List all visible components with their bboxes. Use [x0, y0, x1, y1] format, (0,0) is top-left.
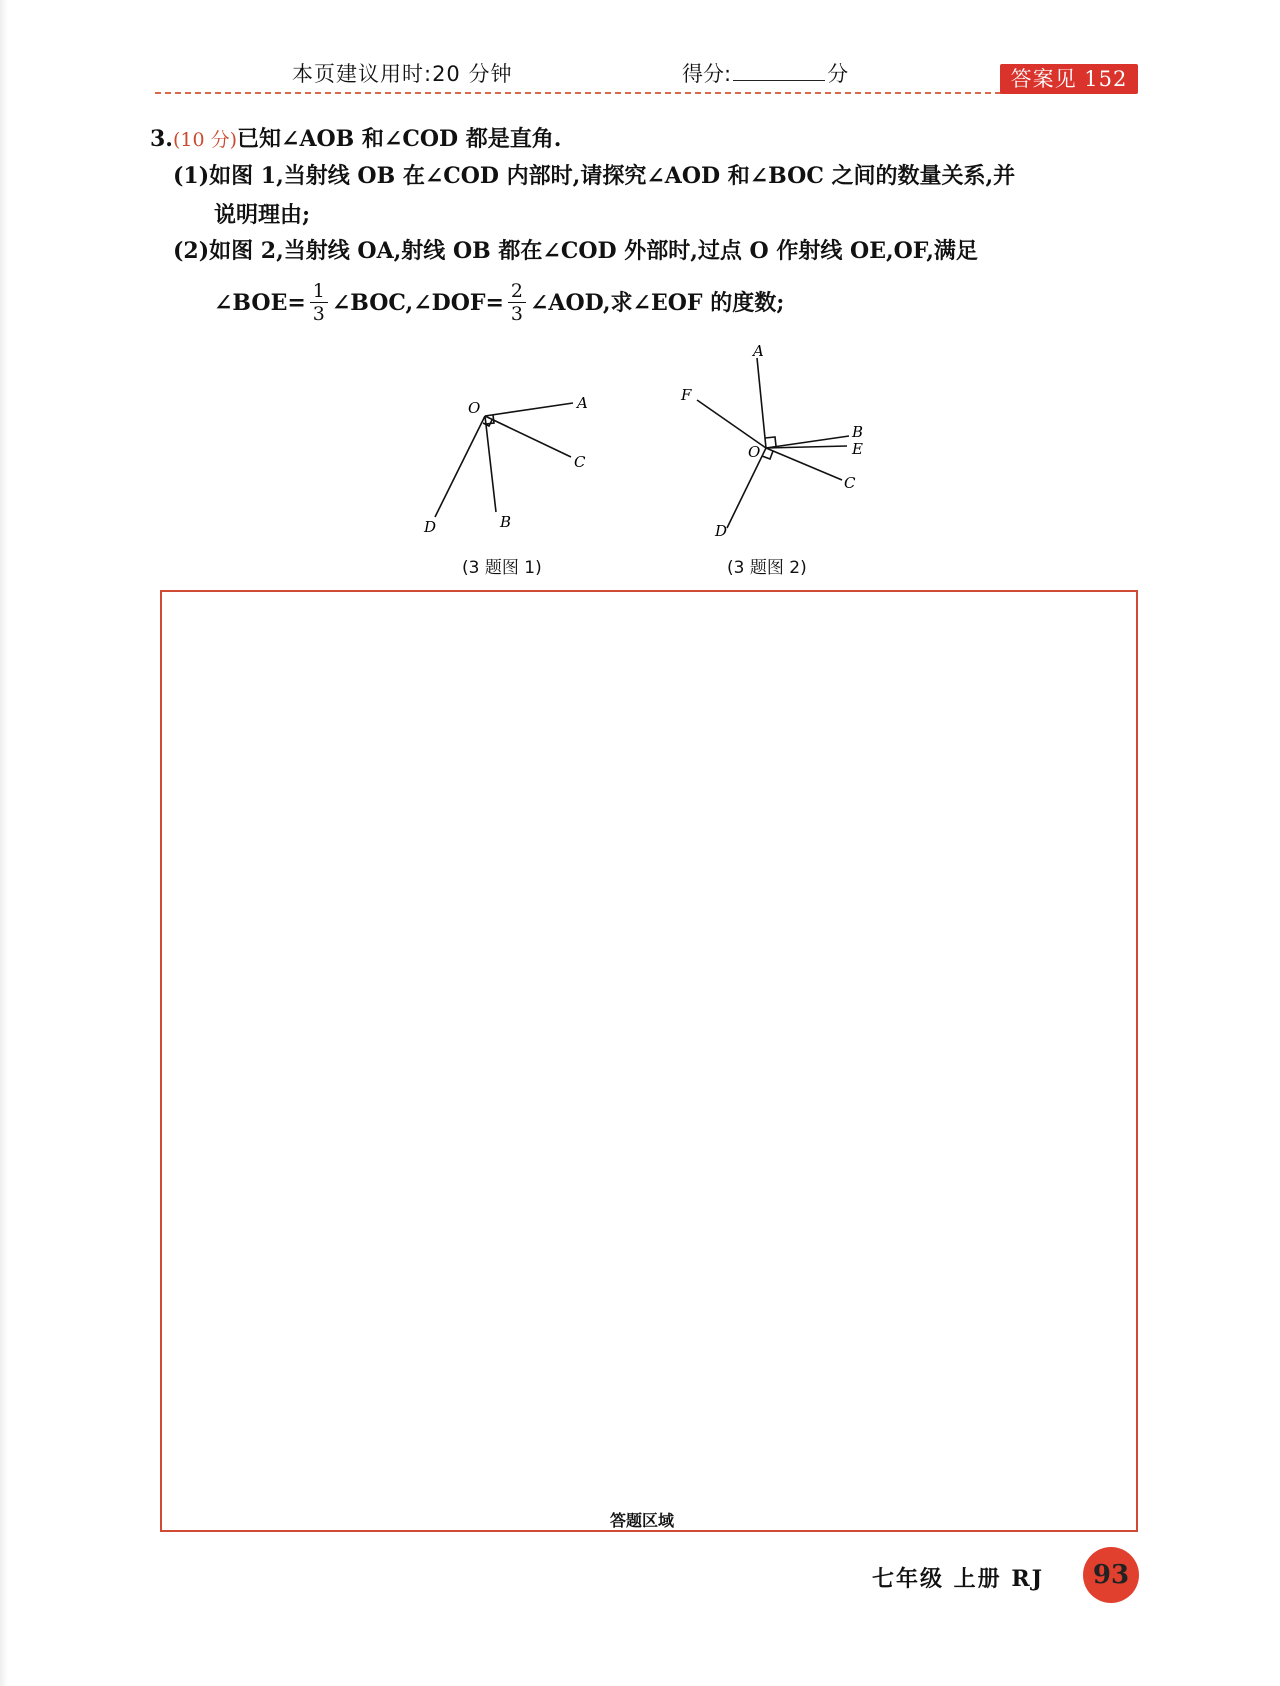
figure-2-diagram [675, 340, 875, 540]
figure-1-caption: (3 题图 1) [462, 558, 542, 578]
fig2-label-b: B [852, 423, 864, 441]
footer-grade: 七年级 上册 RJ [872, 1566, 1045, 1592]
header-divider [155, 92, 1001, 94]
fig2-label-o: O [748, 443, 761, 461]
question-points: (10 分) [172, 129, 238, 151]
right-angle-cod [483, 420, 492, 426]
part1-line1: (1)如图 1,当射线 OB 在∠COD 内部时,请探究∠AOD 和∠BOC 之间的数量关系,并 [173, 163, 1016, 189]
fig1-label-o: O [468, 399, 481, 417]
frac1-numerator: 1 [312, 280, 325, 302]
frac1-denominator: 3 [312, 303, 325, 325]
frac2-denominator: 3 [510, 303, 523, 325]
ray-oa [757, 358, 766, 448]
fig1-label-d: D [424, 518, 437, 535]
fig2-label-e: E [852, 440, 863, 458]
figure-2-caption: (3 题图 2) [727, 558, 807, 578]
ray-of [697, 400, 766, 448]
question-intro [150, 122, 561, 157]
fig1-label-c: C [574, 453, 586, 471]
score-unit: 分 [827, 62, 849, 86]
score-blank[interactable] [733, 62, 825, 81]
answer-area[interactable] [160, 590, 1138, 1532]
ray-ob [485, 416, 496, 512]
part2-seg2: ∠BOC,∠DOF= [331, 289, 504, 316]
score-field [682, 58, 848, 88]
fig1-label-a: A [577, 394, 588, 412]
fig2-label-a: A [753, 342, 764, 360]
fraction-one-third [310, 280, 328, 325]
question-number: 3. [150, 126, 173, 152]
score-label: 得分: [682, 62, 732, 86]
page-edge [0, 0, 8, 1686]
frac2-numerator: 2 [510, 280, 523, 302]
fig2-label-d: D [715, 522, 728, 540]
part2-line1: (2)如图 2,当射线 OA,射线 OB 都在∠COD 外部时,过点 O 作射线 OE,OF,满足 [173, 238, 978, 264]
time-hint: 本页建议用时:20 分钟 [292, 62, 513, 86]
part2-line2 [214, 280, 784, 325]
question-intro-text: 已知∠AOB 和∠COD 都是直角. [237, 126, 562, 152]
ray-oa [485, 403, 573, 416]
answer-reference-tag: 答案见 152 页 [1000, 64, 1138, 94]
answer-area-label: 答题区域 [610, 1511, 675, 1530]
figure-1-diagram [420, 385, 620, 535]
ray-od [435, 416, 485, 517]
fig2-label-c: C [844, 474, 856, 492]
part2-seg1: ∠BOE= [214, 289, 306, 316]
page-number: 93 [1083, 1547, 1139, 1603]
figure-2 [675, 340, 875, 544]
part1-line2: 说明理由; [214, 202, 311, 228]
ray-oc [485, 416, 571, 457]
part2-seg3: ∠AOD,求∠EOF 的度数; [529, 289, 785, 316]
ray-oc [766, 448, 842, 480]
right-angle-aob [765, 437, 776, 446]
fraction-two-thirds [508, 280, 526, 325]
fig2-label-f: F [681, 386, 692, 404]
fig1-label-b: B [500, 513, 512, 531]
figure-1 [420, 385, 620, 539]
